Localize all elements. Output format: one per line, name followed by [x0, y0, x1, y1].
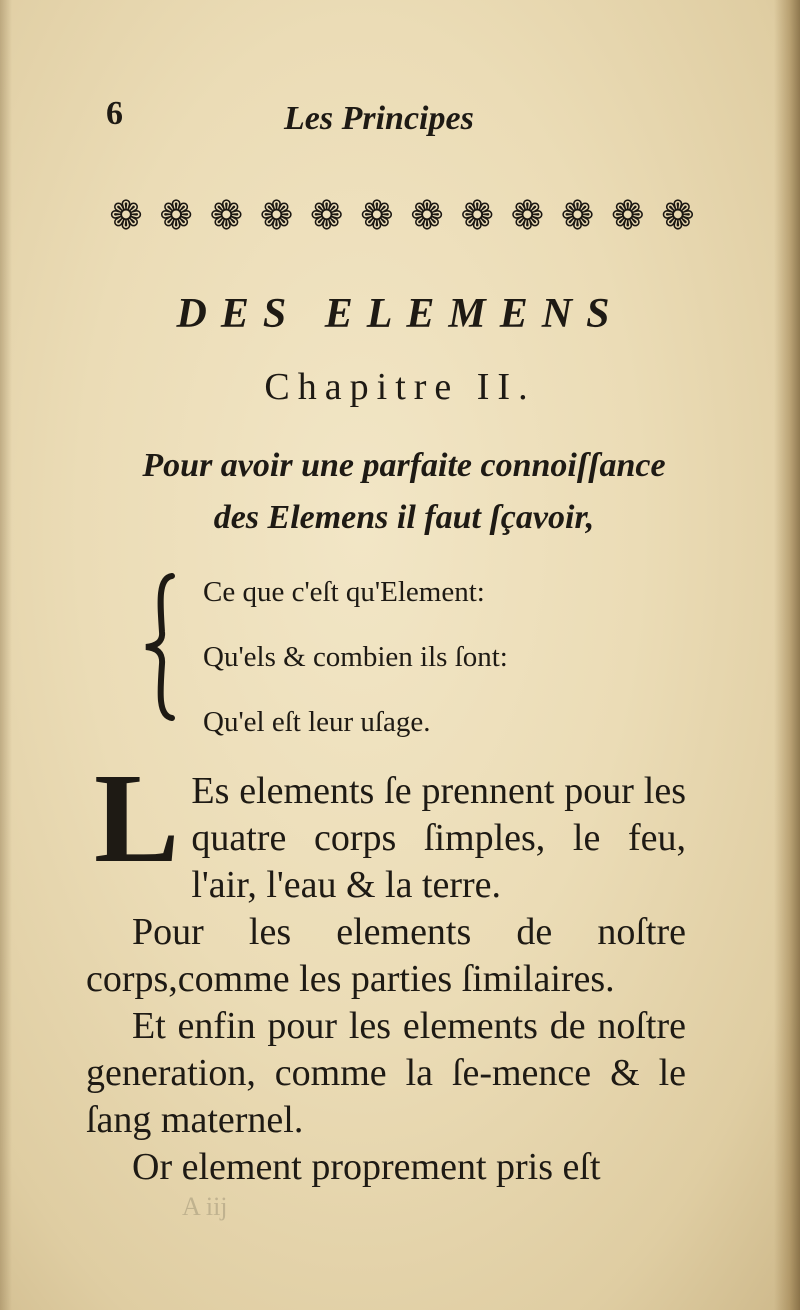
fleuron-icon: ❁: [159, 193, 193, 239]
fleuron-icon: ❁: [410, 193, 444, 239]
list-item: Qu'els & combien ils ſont:: [203, 641, 508, 673]
paragraph-1-text: Es elements ſe prennent pour les quatre corps ſimples, le feu, l'air, l'eau & la terre.: [191, 770, 686, 906]
page-edge-shadow: [774, 0, 800, 1310]
page-number: 6: [106, 95, 123, 132]
fleuron-icon: ❁: [259, 193, 294, 239]
curly-brace-icon: [140, 572, 180, 722]
intro-text: [104, 440, 704, 544]
fleuron-icon: ❁: [209, 193, 244, 239]
fleuron-ornament-band: [104, 192, 700, 240]
list-item: Qu'el eſt leur uſage.: [203, 706, 431, 738]
paragraph-3: Et enfin pour les elements de noſtre generation, comme la ſe-mence & le ſang maternel.: [86, 1005, 686, 1141]
intro-line-2: des Elemens il faut ſçavoir,: [213, 499, 595, 536]
fleuron-icon: ❁: [109, 193, 143, 239]
list-item: Ce que c'eſt qu'Element:: [203, 576, 485, 608]
intro-line-1: Pour avoir une parfaite connoiſſance: [142, 447, 666, 484]
question-list: [203, 560, 508, 755]
fleuron-icon: ❁: [309, 193, 344, 239]
page-gutter-shadow: [0, 0, 12, 1310]
fleuron-icon: ❁: [460, 193, 494, 239]
paragraph-1: [86, 747, 686, 909]
fleuron-icon: ❁: [560, 193, 595, 239]
section-title: DES ELEMENS: [176, 291, 624, 337]
fleuron-icon: ❁: [661, 193, 695, 239]
fleuron-icon: ❁: [610, 193, 645, 239]
body-text: [86, 747, 686, 1191]
paragraph-4: Or element proprement pris eſt: [132, 1146, 601, 1188]
running-head: Les Principes: [284, 100, 474, 137]
signature-mark: A iij: [182, 1192, 228, 1221]
drop-cap: L: [94, 747, 180, 889]
chapter-heading: Chapitre II.: [264, 366, 536, 408]
fleuron-icon: ❁: [510, 193, 545, 239]
fleuron-icon: ❁: [360, 193, 394, 239]
paragraph-2: Pour les elements de noſtre corps,comme les parties ſimilaires.: [86, 911, 686, 1000]
